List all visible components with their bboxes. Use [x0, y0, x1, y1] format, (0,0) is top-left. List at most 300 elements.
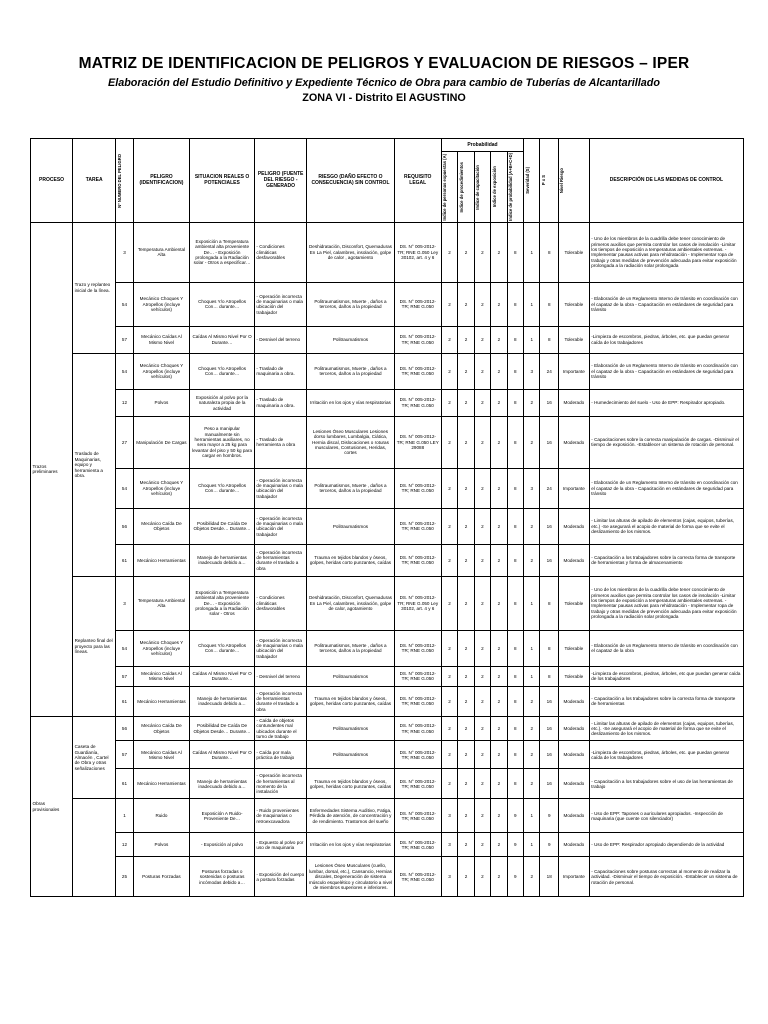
prob-c-cell: 2 — [474, 416, 490, 468]
riesgo-cell: Deshidratación, Disconfort, Quemaduras En La Piel, calambres, insolación, golpe de calor , agotamiento — [307, 222, 394, 282]
tarea-cell: Replanteo final del proyecto para las líneas. — [73, 576, 116, 716]
numero-cell: 54 — [116, 630, 133, 666]
peligro-cell: Mecánico Caída De Objetos — [133, 508, 190, 544]
prob-d-cell: 2 — [491, 799, 507, 833]
prob-sum-cell: 8 — [507, 686, 524, 716]
riesgo-cell: Politraumatismos — [307, 741, 394, 769]
medida-cell: - Capacitación a los trabajadores sobre la correcta forma de transporte de herramientas y forma de almacenamiento — [589, 544, 743, 576]
situacion-cell: Peso a manipular manualmente sin herramientas auxiliares, no sera mayor a 25 kg para levantar del piso y 50 kg para cargar en hombros. — [190, 416, 255, 468]
riesgo-cell: Lesiones Óseo Musculares Lesiones dorso lumbares, Lumbalgia, Ciática, Hernia discal, Dislocaciones o roturas musculares, Contusiones, Heridas, cortes — [307, 416, 394, 468]
table-row — [31, 389, 744, 416]
prob-sum-cell: 8 — [507, 769, 524, 799]
prob-c-cell: 2 — [474, 222, 490, 282]
numero-cell: 61 — [116, 544, 133, 576]
table-row — [31, 468, 744, 508]
numero-cell: 57 — [116, 666, 133, 686]
prob-d-cell: 2 — [491, 576, 507, 630]
riesgo-cell: Politraumatismos — [307, 508, 394, 544]
fuente-cell: - Desnivel del terreno — [254, 326, 306, 353]
prob-a-cell: 2 — [441, 282, 457, 326]
prob-a-cell: 2 — [441, 544, 457, 576]
proceso-cell: Trazos preliminares — [31, 222, 73, 716]
prob-a-cell: 2 — [441, 326, 457, 353]
matrix-body — [31, 222, 744, 897]
situacion-cell: Exposición a Temperatura ambiental alta proveniente De… - Exposición prolongada a la Radiación solar - Otros — [190, 576, 255, 630]
riesgo-cell: Politraumatismos, Muerte , daños a terceros, daños a la propiedad — [307, 630, 394, 666]
prob-d-cell: 2 — [491, 716, 507, 741]
header-prob-b-text: Indice de procedimientos — [458, 161, 464, 213]
severidad-cell: 1 — [524, 833, 540, 857]
nivel-cell: Moderado — [558, 799, 589, 833]
medida-cell: - Elaboración de un Reglamento Interno de tránsito en coordinación con el capataz de la obra - Capacitación en estándares de seguridad para tránsito — [589, 468, 743, 508]
prob-a-cell: 3 — [441, 833, 457, 857]
numero-cell: 57 — [116, 326, 133, 353]
header-requisito: REQUISITO LEGAL — [394, 139, 441, 223]
riesgo-cell: Trauma en tejidos blandos y óseos, golpes, heridas corto punzantes, caídas — [307, 769, 394, 799]
header-numero — [116, 139, 133, 223]
pxs-cell: 24 — [540, 353, 558, 389]
peligro-cell: Mecánico Herramientas — [133, 769, 190, 799]
prob-sum-cell: 8 — [507, 508, 524, 544]
requisito-cell: DS. N° 005-2012- TR; RNE G.050 — [394, 666, 441, 686]
requisito-cell: DS. N° 005-2012- TR; RNE G.050 LEY 29088 — [394, 416, 441, 468]
prob-c-cell: 2 — [474, 666, 490, 686]
requisito-cell: DS. N° 005-2012- TR; RNE G.050 Ley 30102, art. 4 y 6 — [394, 576, 441, 630]
prob-b-cell: 2 — [458, 389, 474, 416]
severidad-cell: 1 — [524, 326, 540, 353]
numero-cell: 25 — [116, 857, 133, 897]
nivel-cell: Moderado — [558, 741, 589, 769]
table-row — [31, 769, 744, 799]
pxs-cell: 8 — [540, 630, 558, 666]
severidad-cell: 2 — [524, 544, 540, 576]
prob-c-cell: 2 — [474, 686, 490, 716]
fuente-cell: - Traslado de maquinaria a obra. — [254, 389, 306, 416]
prob-sum-cell: 8 — [507, 222, 524, 282]
numero-cell: 3 — [116, 222, 133, 282]
numero-cell: 61 — [116, 769, 133, 799]
prob-a-cell: 3 — [441, 857, 457, 897]
prob-c-cell: 2 — [474, 389, 490, 416]
situacion-cell: Caídas Al Mismo Nivel Por O Durante… — [190, 326, 255, 353]
prob-a-cell: 2 — [441, 686, 457, 716]
prob-sum-cell: 8 — [507, 353, 524, 389]
nivel-cell: Moderado — [558, 416, 589, 468]
nivel-cell: Moderado — [558, 686, 589, 716]
situacion-cell: - Exposición al polvo — [190, 833, 255, 857]
riesgo-cell: Enfermedades Sistema Auditivo, Fatiga, Pérdida de atención, de concentración y de rendimiento. Trastornos del sueño — [307, 799, 394, 833]
severidad-cell: 3 — [524, 353, 540, 389]
medida-cell: - Uso de EPP: Tapones o auriculares apropiados. -Inspección de maquinaria (que cuente con silenciador) — [589, 799, 743, 833]
medida-cell: - Elaboración de un Reglamento Interno de tránsito en coordinación con el capataz de la obra - Capacitación en estándares de seguridad para tránsito — [589, 353, 743, 389]
numero-cell: 3 — [116, 576, 133, 630]
requisito-cell: DS. N° 005-2012- TR; RNE G.050 — [394, 716, 441, 741]
numero-cell: 27 — [116, 416, 133, 468]
header-prob-sum-text: Indice de probabilidad (A+B+C+D) — [508, 153, 514, 221]
fuente-cell: - Operación incorrecta de herramientas al momento de la instalación — [254, 769, 306, 799]
severidad-cell: 2 — [524, 686, 540, 716]
header-prob-sum — [507, 152, 524, 223]
situacion-cell: Manejo de herramientas inadecuado debido a… — [190, 769, 255, 799]
prob-sum-cell: 8 — [507, 576, 524, 630]
table-row — [31, 416, 744, 468]
prob-b-cell: 2 — [458, 353, 474, 389]
peligro-cell: Temperatura Ambiental Alta — [133, 222, 190, 282]
prob-d-cell: 2 — [491, 389, 507, 416]
tarea-cell: Traslado de Maquinarias, equipo y herramienta a obra. — [73, 353, 116, 576]
prob-b-cell: 2 — [458, 857, 474, 897]
pxs-cell: 8 — [540, 282, 558, 326]
requisito-cell: DS. N° 005-2012- TR; RNE G.050 — [394, 799, 441, 833]
prob-c-cell: 2 — [474, 544, 490, 576]
medida-cell: - Humedecimiento del suelo - Uso de EPP: Respirador apropiado. — [589, 389, 743, 416]
header-nivel — [558, 139, 589, 223]
prob-b-cell: 2 — [458, 326, 474, 353]
prob-d-cell: 2 — [491, 353, 507, 389]
requisito-cell: DS. N° 005-2012- TR; RNE G.050 — [394, 326, 441, 353]
medida-cell: - Capacitación a los trabajadores sobre el uso de las herramientas de trabajo — [589, 769, 743, 799]
nivel-cell: Moderado — [558, 508, 589, 544]
peligro-cell: Temperatura Ambiental Alta — [133, 576, 190, 630]
prob-c-cell: 2 — [474, 833, 490, 857]
peligro-cell: Polvos — [133, 833, 190, 857]
riesgo-cell: Deshidratación, Disconfort, Quemaduras En La Piel, calambres, insolación, golpe de calor, agotamiento — [307, 576, 394, 630]
prob-sum-cell: 8 — [507, 716, 524, 741]
pxs-cell: 9 — [540, 799, 558, 833]
prob-a-cell: 3 — [441, 799, 457, 833]
pxs-cell: 24 — [540, 468, 558, 508]
requisito-cell: DS. N° 005-2012- TR; RNE G.050 — [394, 741, 441, 769]
prob-c-cell: 2 — [474, 282, 490, 326]
medida-cell: - Capacitaciones sobre posturas correctas al momento de realizar la actividad. -Disminuir el tiempo de exposición. -Establecer un sistema de rotación de personal. — [589, 857, 743, 897]
prob-sum-cell: 8 — [507, 282, 524, 326]
prob-a-cell: 2 — [441, 222, 457, 282]
header-tarea: TAREA — [73, 139, 116, 223]
pxs-cell: 16 — [540, 389, 558, 416]
fuente-cell: - Operación incorrecta de maquinarias o mala ubicación del trabajador — [254, 468, 306, 508]
peligro-cell: Ruido — [133, 799, 190, 833]
prob-b-cell: 2 — [458, 544, 474, 576]
header-prob-a-text: Indice de personas expuestas (A) — [442, 153, 448, 221]
fuente-cell: - Operación incorrecta de herramientas durante el traslado a obra — [254, 544, 306, 576]
medida-cell: - Capacitación a los trabajadores sobre la correcta forma de transporte de herramientas — [589, 686, 743, 716]
prob-d-cell: 2 — [491, 416, 507, 468]
prob-a-cell: 2 — [441, 389, 457, 416]
peligro-cell: Manipulación De Cargas — [133, 416, 190, 468]
requisito-cell: DS. N° 005-2012- TR; RNE G.050 — [394, 769, 441, 799]
peligro-cell: Polvos — [133, 389, 190, 416]
iper-matrix-table — [30, 138, 744, 897]
document-subtitle: Elaboración del Estudio Definitivo y Expediente Técnico de Obra para cambio de Tuberías de Alcantarillado — [108, 77, 660, 89]
table-row — [31, 222, 744, 282]
fuente-cell: - Operación incorrecta de maquinarias o mala ubicación del trabajador — [254, 630, 306, 666]
prob-a-cell: 2 — [441, 468, 457, 508]
peligro-cell: Posturas Forzadas — [133, 857, 190, 897]
table-row — [31, 716, 744, 741]
severidad-cell: 2 — [524, 741, 540, 769]
prob-b-cell: 2 — [458, 630, 474, 666]
fuente-cell: - Condiciones climáticas desfavorables — [254, 222, 306, 282]
fuente-cell: - Caída de objetos contundentes mal ubicados durante el turno de trabajo — [254, 716, 306, 741]
nivel-cell: Moderado — [558, 544, 589, 576]
severidad-cell: 1 — [524, 576, 540, 630]
prob-b-cell: 2 — [458, 741, 474, 769]
table-row — [31, 833, 744, 857]
fuente-cell: - Operación incorrecta de herramientas durante el traslado a obra — [254, 686, 306, 716]
severidad-cell: 2 — [524, 416, 540, 468]
pxs-cell: 8 — [540, 666, 558, 686]
pxs-cell: 16 — [540, 686, 558, 716]
header-prob-c-text: Indice de capacitación — [475, 164, 481, 210]
nivel-cell: Tolerable — [558, 666, 589, 686]
prob-c-cell: 2 — [474, 741, 490, 769]
riesgo-cell: Irritación en los ojos y vías respiratorias — [307, 389, 394, 416]
requisito-cell: DS. N° 005-2012- TR; RNE G.050 — [394, 508, 441, 544]
prob-sum-cell: 8 — [507, 666, 524, 686]
severidad-cell: 1 — [524, 222, 540, 282]
prob-c-cell: 2 — [474, 857, 490, 897]
fuente-cell: - Operación incorrecta de maquinarias o mala ubicación del trabajador — [254, 508, 306, 544]
nivel-cell: Moderado — [558, 389, 589, 416]
situacion-cell: Posibilidad De Caída De Objetos Desde… Durante… — [190, 508, 255, 544]
fuente-cell: - Ruido provenientes de maquinarias o retroexcavadora — [254, 799, 306, 833]
table-row — [31, 282, 744, 326]
header-riesgo: RIESGO (DAÑO EFECTO O CONSECUENCIA) SIN CONTROL — [307, 139, 394, 223]
riesgo-cell: Politraumatismos — [307, 716, 394, 741]
severidad-cell: 3 — [524, 468, 540, 508]
prob-b-cell: 2 — [458, 468, 474, 508]
peligro-cell: Mecánico Caídas Al Mismo Nivel — [133, 326, 190, 353]
peligro-cell: Mecánico Herramientas — [133, 544, 190, 576]
pxs-cell: 8 — [540, 222, 558, 282]
header-severidad — [524, 139, 540, 223]
prob-c-cell: 2 — [474, 716, 490, 741]
situacion-cell: Exposición a Temperatura ambiental alta proveniente De… - Exposición prolongada a la Radiación solar - Otros a especificar… — [190, 222, 255, 282]
severidad-cell: 1 — [524, 666, 540, 686]
prob-sum-cell: 9 — [507, 857, 524, 897]
prob-c-cell: 2 — [474, 799, 490, 833]
prob-a-cell: 2 — [441, 576, 457, 630]
fuente-cell: - Operación incorrecta de maquinarias o mala ubicación del trabajador — [254, 282, 306, 326]
prob-d-cell: 2 — [491, 508, 507, 544]
prob-b-cell: 2 — [458, 686, 474, 716]
prob-sum-cell: 8 — [507, 544, 524, 576]
prob-b-cell: 2 — [458, 716, 474, 741]
fuente-cell: - Expuesto al polvo por uso de maquinaria — [254, 833, 306, 857]
prob-a-cell: 2 — [441, 353, 457, 389]
medida-cell: -Limpieza de escombros, piedras, árboles, etc que puedan generar caída de los trabajadores — [589, 666, 743, 686]
header-prob-c — [474, 152, 490, 223]
numero-cell: 12 — [116, 389, 133, 416]
table-row — [31, 857, 744, 897]
numero-cell: 54 — [116, 353, 133, 389]
prob-d-cell: 2 — [491, 833, 507, 857]
medida-cell: - Uso de EPP: Respirador apropiado dependiendo de la actividad — [589, 833, 743, 857]
pxs-cell: 16 — [540, 741, 558, 769]
pxs-cell: 18 — [540, 857, 558, 897]
prob-c-cell: 2 — [474, 468, 490, 508]
situacion-cell: Exposición al polvo por la naturaleza propia de la actividad — [190, 389, 255, 416]
medida-cell: - Limitar las alturas de apilado de elementos (cajas, equipos, tuberías, etc.). -Se asegurará el acopio de material de forma que se evite el deslizamiento de los mismos. — [589, 716, 743, 741]
header-fuente: PELIGRO (FUENTE DEL RIESGO - GENERADO — [254, 139, 306, 223]
medida-cell: -Limpieza de escombros, piedras, árboles, etc. que puedan generar caída de los trabajadores — [589, 741, 743, 769]
prob-a-cell: 2 — [441, 630, 457, 666]
nivel-cell: Importante — [558, 857, 589, 897]
header-prob-d-text: Indice de exposición — [491, 166, 497, 208]
table-row — [31, 544, 744, 576]
situacion-cell: Posturas forzadas o sostenidas o posturas incómodas debido a… — [190, 857, 255, 897]
fuente-cell: - Condiciones climáticas desfavorables — [254, 576, 306, 630]
header-medidas: DESCRIPCIÓN DE LAS MEDIDAS DE CONTROL — [589, 139, 743, 223]
pxs-cell: 16 — [540, 716, 558, 741]
nivel-cell: Tolerable — [558, 282, 589, 326]
prob-c-cell: 2 — [474, 508, 490, 544]
situacion-cell: Manejo de herramientas inadecuado debido a… — [190, 686, 255, 716]
requisito-cell: DS. N° 005-2012- TR; RNE G.050 — [394, 630, 441, 666]
header-proceso: PROCESO — [31, 139, 73, 223]
medida-cell: -Limpieza de escombros, piedras, árboles, etc. que puedan generar caída de los trabajadores — [589, 326, 743, 353]
prob-sum-cell: 8 — [507, 468, 524, 508]
prob-d-cell: 2 — [491, 544, 507, 576]
requisito-cell: DS. N° 005-2012- TR; RNE G.050 — [394, 353, 441, 389]
prob-a-cell: 2 — [441, 741, 457, 769]
requisito-cell: DS. N° 005-2012- TR; RNE G.050 — [394, 857, 441, 897]
peligro-cell: Mecánico Choques Y Atropellos (incluye vehículos) — [133, 282, 190, 326]
header-pxs-text: P x S — [540, 175, 546, 186]
riesgo-cell: Trauma en tejidos blandos y óseos, golpes, heridas corto punzantes, caídas — [307, 686, 394, 716]
severidad-cell: 2 — [524, 769, 540, 799]
nivel-cell: Tolerable — [558, 576, 589, 630]
severidad-cell: 1 — [524, 630, 540, 666]
requisito-cell: DS. N° 005-2012- TR; RNE G.050 — [394, 833, 441, 857]
severidad-cell: 1 — [524, 799, 540, 833]
nivel-cell: Moderado — [558, 769, 589, 799]
prob-b-cell: 2 — [458, 576, 474, 630]
fuente-cell: - Desnivel del terreno — [254, 666, 306, 686]
numero-cell: 56 — [116, 508, 133, 544]
table-row — [31, 326, 744, 353]
medida-cell: - Elaboración de un Reglamento Interno de tránsito en coordinación con el capataz de la obra — [589, 630, 743, 666]
prob-d-cell: 2 — [491, 769, 507, 799]
requisito-cell: DS. N° 005-2012- TR; RNE G.050 — [394, 282, 441, 326]
situacion-cell: Posibilidad De Caída De Objetos Desde… Durante… — [190, 716, 255, 741]
peligro-cell: Mecánico Caída De Objetos — [133, 716, 190, 741]
requisito-cell: DS. N° 005-2012- TR; RNE G.050 — [394, 468, 441, 508]
header-nivel-text: Nivel Riesgo — [559, 167, 565, 193]
numero-cell: 1 — [116, 799, 133, 833]
numero-cell: 57 — [116, 741, 133, 769]
header-prob-a — [441, 152, 457, 223]
header-situacion: SITUACION REALES O POTENCIALES — [190, 139, 255, 223]
numero-cell: 54 — [116, 468, 133, 508]
prob-a-cell: 2 — [441, 508, 457, 544]
numero-cell: 12 — [116, 833, 133, 857]
prob-c-cell: 2 — [474, 326, 490, 353]
nivel-cell: Tolerable — [558, 326, 589, 353]
requisito-cell: DS. N° 005-2012- TR; RNE G.050 — [394, 389, 441, 416]
riesgo-cell: Trauma en tejidos blandos y óseos, golpes, heridas corto punzantes, caídas — [307, 544, 394, 576]
prob-c-cell: 2 — [474, 353, 490, 389]
prob-b-cell: 2 — [458, 508, 474, 544]
tarea-cell: Trazo y replanteo inicial de la línea. — [73, 222, 116, 353]
pxs-cell: 16 — [540, 416, 558, 468]
nivel-cell: Moderado — [558, 716, 589, 741]
peligro-cell: Mecánico Choques Y Atropellos (incluye vehículos) — [133, 468, 190, 508]
nivel-cell: Importante — [558, 353, 589, 389]
situacion-cell: Choques Y/o Atropellos Con… durante… — [190, 468, 255, 508]
medida-cell: - Capacitaciones sobre la correcta manipulación de cargas. -Disminuir el tiempo de exposición. -Establecer un sistema de rotación de personal. — [589, 416, 743, 468]
prob-b-cell: 2 — [458, 769, 474, 799]
requisito-cell: DS. N° 005-2012- TR; RNE G.050 — [394, 544, 441, 576]
prob-d-cell: 2 — [491, 666, 507, 686]
severidad-cell: 2 — [524, 857, 540, 897]
medida-cell: - Limitar las alturas de apilado de elementos (cajas, equipos, tuberías, etc.) -Se asegurará el acopio de material de forma que se evite el deslizamiento de los mismos. — [589, 508, 743, 544]
nivel-cell: Importante — [558, 468, 589, 508]
peligro-cell: Mecánico Choques Y Atropellos (incluye vehículos) — [133, 630, 190, 666]
riesgo-cell: Politraumatismos, Muerte , daños a terceros, daños a la propiedad — [307, 353, 394, 389]
fuente-cell: - Caída por mala práctica de trabajo — [254, 741, 306, 769]
prob-d-cell: 2 — [491, 282, 507, 326]
header-severidad-text: Severidad (S) — [524, 167, 530, 194]
document-title: MATRIZ DE IDENTIFICACION DE PELIGROS Y EVALUACION DE RIESGOS – IPER — [78, 55, 690, 72]
peligro-cell: Mecánico Herramientas — [133, 686, 190, 716]
fuente-cell: - Traslado de maquinaria a obra. — [254, 353, 306, 389]
tarea-cell: Caseta de Guardianía, Almacén , Cartel de Obra y otras señalizaciones — [73, 716, 116, 799]
numero-cell: 56 — [116, 716, 133, 741]
prob-a-cell: 2 — [441, 416, 457, 468]
situacion-cell: Manejo de herramientas inadecuado debido a… — [190, 544, 255, 576]
prob-d-cell: 2 — [491, 630, 507, 666]
prob-d-cell: 2 — [491, 857, 507, 897]
pxs-cell: 16 — [540, 769, 558, 799]
table-row — [31, 666, 744, 686]
pxs-cell: 8 — [540, 326, 558, 353]
situacion-cell: Choques Y/o Atropellos Con… durante… — [190, 282, 255, 326]
proceso-cell: Obras provisionales — [31, 716, 73, 897]
tarea-cell — [73, 799, 116, 897]
nivel-cell: Tolerable — [558, 222, 589, 282]
riesgo-cell: Politraumatismos, Muerte , daños a terceros, daños a la propiedad — [307, 468, 394, 508]
prob-d-cell: 2 — [491, 468, 507, 508]
pxs-cell: 16 — [540, 508, 558, 544]
prob-d-cell: 2 — [491, 741, 507, 769]
medida-cell: - Elaboración de un Reglamento Interno de tránsito en coordinación con el capataz de la obra - Capacitación en estándares de seguridad para tránsito — [589, 282, 743, 326]
peligro-cell: Mecánico Caídas Al Mismo Nivel — [133, 666, 190, 686]
riesgo-cell: Politraumatismos — [307, 666, 394, 686]
riesgo-cell: Irritación en los ojos y vías respiratorias — [307, 833, 394, 857]
situacion-cell: Caídas Al Mismo Nivel Por O Durante… — [190, 666, 255, 686]
nivel-cell: Moderado — [558, 833, 589, 857]
situacion-cell: Exposición A Ruido- Proveniente De… — [190, 799, 255, 833]
fuente-cell: - Exposición del cuerpo a postura forzadas — [254, 857, 306, 897]
severidad-cell: 2 — [524, 508, 540, 544]
peligro-cell: Mecánico Caídas Al Mismo Nivel — [133, 741, 190, 769]
table-row — [31, 799, 744, 833]
header-pxs — [540, 139, 558, 223]
prob-d-cell: 2 — [491, 222, 507, 282]
prob-c-cell: 2 — [474, 630, 490, 666]
severidad-cell: 1 — [524, 282, 540, 326]
prob-sum-cell: 9 — [507, 833, 524, 857]
prob-b-cell: 2 — [458, 282, 474, 326]
prob-b-cell: 2 — [458, 833, 474, 857]
prob-b-cell: 2 — [458, 222, 474, 282]
situacion-cell: Choques Y/o Atropellos Con… durante… — [190, 630, 255, 666]
prob-sum-cell: 8 — [507, 389, 524, 416]
pxs-cell: 16 — [540, 544, 558, 576]
prob-b-cell: 2 — [458, 416, 474, 468]
prob-sum-cell: 8 — [507, 326, 524, 353]
